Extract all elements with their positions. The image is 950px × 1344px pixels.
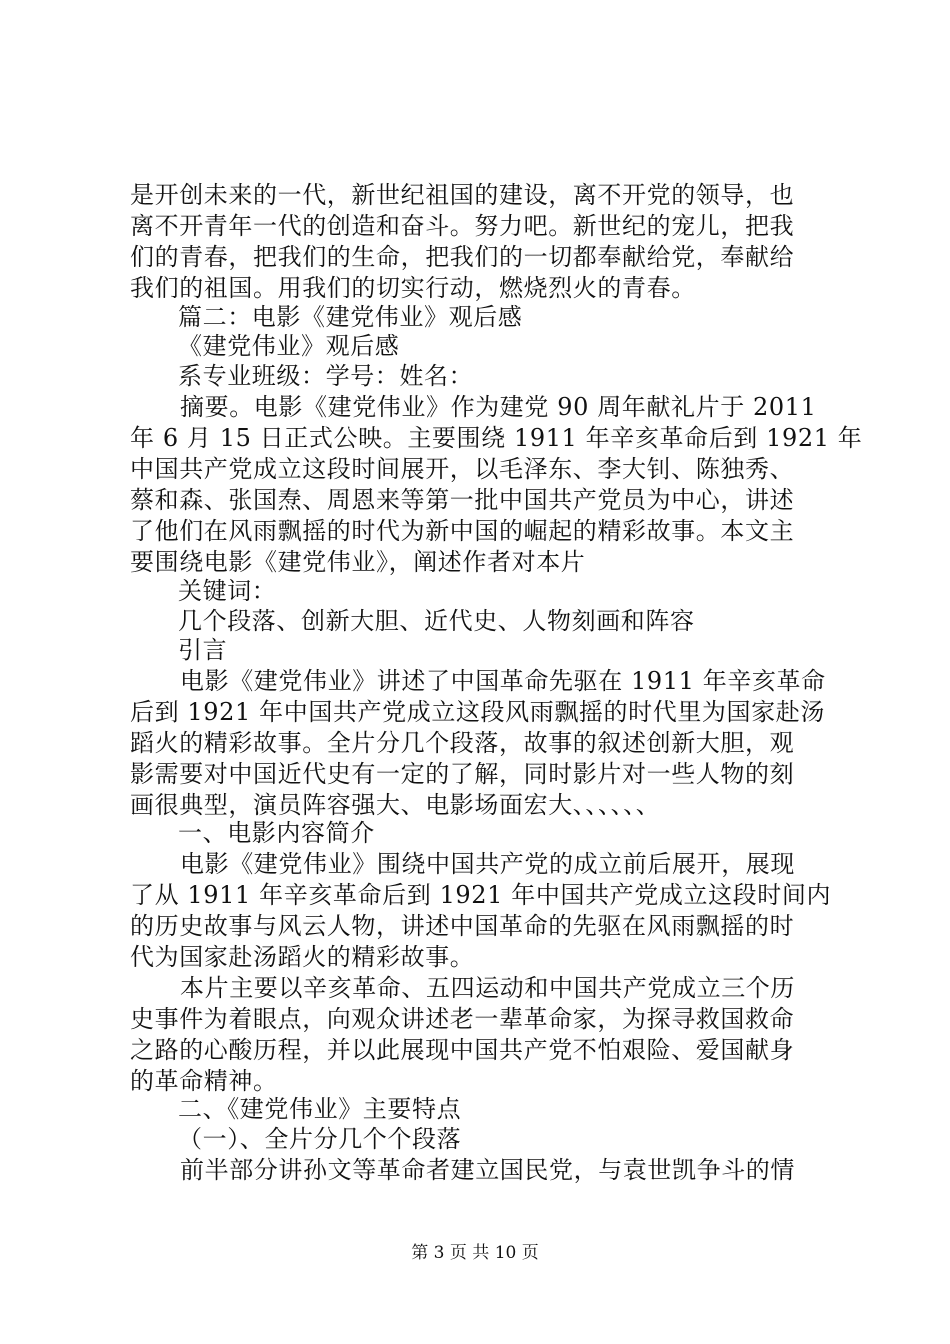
body-text-line: 的历史故事与风云人物，讲述中国革命的先驱在风雨飘摇的时 (130, 912, 795, 940)
body-text-line: 蹈火的精彩故事。全片分几个段落，故事的叙述创新大胆，观 (130, 729, 795, 757)
body-text-line: 史事件为着眼点，向观众讲述老一辈革命家，为探寻救国救命 (130, 1005, 795, 1033)
article-title: 《建党伟业》观后感 (178, 332, 400, 360)
page-number-footer: 第 3 页 共 10 页 (411, 1243, 539, 1263)
body-text-line: 离不开青年一代的创造和奋斗。努力吧。新世纪的宠儿，把我 (130, 212, 795, 240)
body-text-line: 影需要对中国近代史有一定的了解，同时影片对一些人物的刻 (130, 760, 795, 788)
body-text-line: 是开创未来的一代，新世纪祖国的建设，离不开党的领导，也 (130, 181, 795, 209)
body-text-line: 前半部分讲孙文等革命者建立国民党，与袁世凯争斗的情 (180, 1156, 795, 1184)
abstract-text-line: 中国共产党成立这段时间展开，以毛泽东、李大钊、陈独秀、 (130, 455, 795, 483)
section-heading: 篇二：电影《建党伟业》观后感 (178, 303, 523, 331)
body-text-line: 代为国家赴汤蹈火的精彩故事。 (130, 943, 475, 971)
abstract-text-line: 蔡和森、张国焘、周恩来等第一批中国共产党员为中心，讲述 (130, 486, 795, 514)
body-text-line: 之路的心酸历程，并以此展现中国共产党不怕艰险、爱国献身 (130, 1036, 795, 1064)
section-heading: 二、《建党伟业》主要特点 (178, 1095, 462, 1123)
body-text-line: 了从 1911 年辛亥革命后到 1921 年中国共产党成立这段时间内 (130, 881, 832, 909)
subsection-heading: （一）、全片分几个个段落 (178, 1125, 462, 1153)
keywords-label: 关键词： (178, 577, 277, 605)
body-text-line: 我们的祖国。用我们的切实行动，燃烧烈火的青春。 (130, 274, 696, 302)
section-heading: 一、电影内容简介 (178, 819, 375, 847)
abstract-text-line: 了他们在风雨飘摇的时代为新中国的崛起的精彩故事。本文主 (130, 517, 795, 545)
abstract-text-line: 摘要。电影《建党伟业》作为建党 90 周年献礼片于 2011 (180, 393, 817, 421)
keywords-list: 几个段落、创新大胆、近代史、人物刻画和阵容 (178, 607, 695, 635)
body-text-line: 的革命精神。 (130, 1067, 278, 1095)
body-text-line: 后到 1921 年中国共产党成立这段风雨飘摇的时代里为国家赴汤 (130, 698, 825, 726)
body-text-line: 电影《建党伟业》围绕中国共产党的成立前后展开，展现 (180, 850, 795, 878)
body-text-line: 画很典型，演员阵容强大、电影场面宏大、、、、、、 (130, 791, 661, 819)
section-heading: 引言 (178, 636, 228, 664)
body-text-line: 们的青春，把我们的生命，把我们的一切都奉献给党，奉献给 (130, 243, 795, 271)
abstract-text-line: 要围绕电影《建党伟业》，阐述作者对本片 (130, 548, 586, 576)
body-text-line: 本片主要以辛亥革命、五四运动和中国共产党成立三个历 (180, 974, 795, 1002)
author-info-line: 系专业班级：学号：姓名： (178, 362, 474, 390)
body-text-line: 电影《建党伟业》讲述了中国革命先驱在 1911 年辛亥革命 (180, 667, 826, 695)
abstract-text-line: 年 6 月 15 日正式公映。主要围绕 1911 年辛亥革命后到 1921 年 (130, 424, 863, 452)
